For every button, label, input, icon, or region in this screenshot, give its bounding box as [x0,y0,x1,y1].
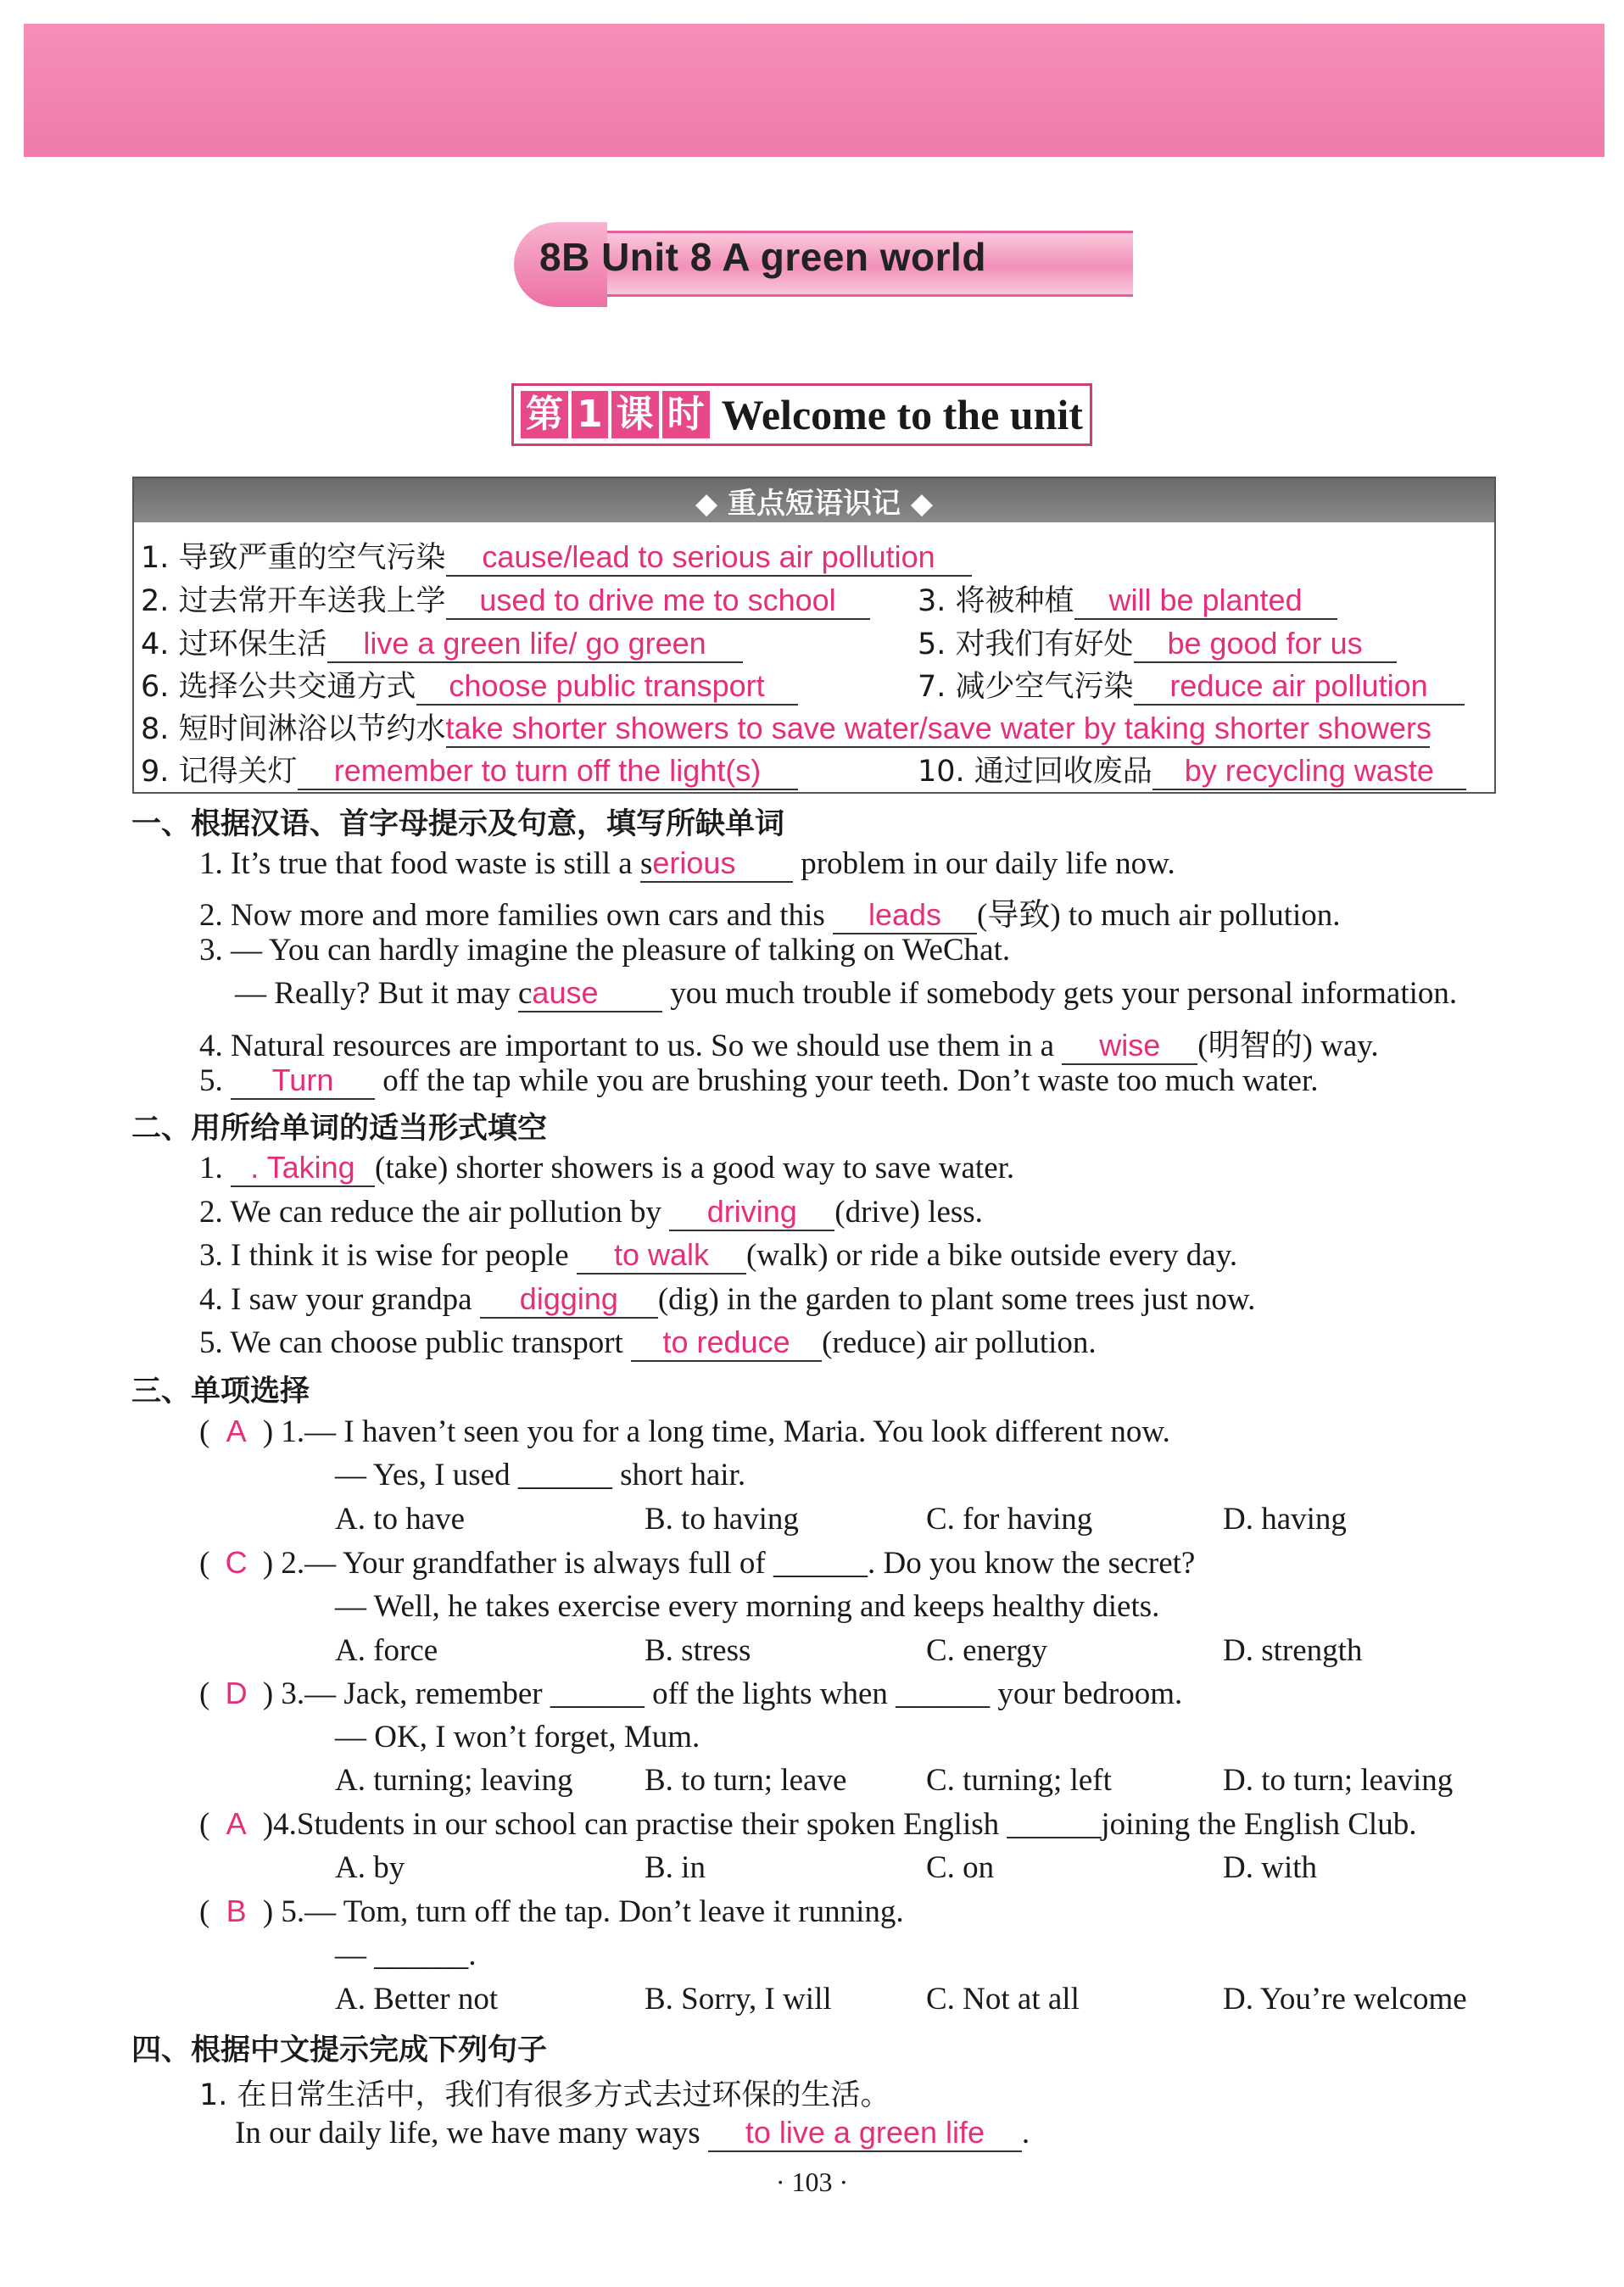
s2-question-2: 2. We can reduce the air pollution by driving (drive) less. [199,1194,983,1230]
section-1-title: 一、根据汉语、首字母提示及句意，填写所缺单词 [131,807,785,841]
mc-option: A. by [335,1850,405,1885]
mc-option: A. turning; leaving [335,1763,573,1798]
mc-option: B. Sorry, I will [645,1982,832,2016]
mc-question-3: ( D ) 3.— Jack, remember ______ off the lights when ______ your bedroom. [199,1676,1183,1711]
s4-question-1-en: In our daily life, we have many ways to live a green life . [235,2115,1030,2150]
top-banner [24,24,1604,157]
phrase-item: 10. 通过回收废品 by recycling waste [918,748,1466,790]
phrase-item: 2. 过去常开车送我上学 used to drive me to school [141,577,870,620]
mc-option: B. to turn; leave [645,1763,847,1798]
mc-question-1: ( A ) 1.— I haven’t seen you for a long time, Maria. You look different now. [199,1414,1170,1449]
section-3-title: 三、单项选择 [131,1375,310,1408]
mc-option: D. having [1223,1502,1347,1537]
mc-option: C. turning; left [926,1763,1112,1798]
phrase-item: 6. 选择公共交通方式 choose public transport [141,663,798,706]
lesson-number: 1 [572,391,608,438]
mc-option: A. to have [335,1502,466,1537]
s2-question-1: 1. . Taking (take) shorter showers is a good way to save water. [199,1150,1015,1185]
mc-option: D. You’re welcome [1223,1982,1467,2016]
s1-question-2: 2. Now more and more families own cars and this leads (导致) to much air pollution. [199,897,1341,933]
mc-question-2-line2: — Well, he takes exercise every morning and keeps healthy diets. [335,1589,1160,1624]
s1-question-1: 1. It’s true that food waste is still a serious problem in our daily life now. [199,845,1175,881]
section-2-title: 二、用所给单词的适当形式填空 [131,1112,548,1146]
page-number: · 103 · [775,2167,849,2197]
phrase-item: 8. 短时间淋浴以节约水take shorter showers to save water/save water by taking shorter showers [141,711,1432,746]
s1-question-4: 4. Natural resources are important to us. So we should use them in a wise (明智的) way. [199,1028,1379,1063]
mc-question-2: ( C ) 2.— Your grandfather is always full of ______. Do you know the secret? [199,1545,1196,1581]
lesson-char: 课 [611,391,659,438]
s4-question-1-cn: 1. 在日常生活中，我们有很多方式去过环保的生活。 [199,2078,890,2112]
phrase-item: 9. 记得关灯 remember to turn off the light(s) [141,748,798,790]
mc-option: C. energy [926,1633,1048,1668]
s1-question-5: 5. Turn off the tap while you are brushing your teeth. Don’t waste too much water. [199,1063,1319,1098]
phrase-item: 3. 将被种植 will be planted [918,577,1337,620]
lesson-char: 时 [662,391,710,438]
s2-question-5: 5. We can choose public transport to reduce (reduce) air pollution. [199,1325,1097,1360]
phrase-item: 1. 导致严重的空气污染 cause/lead to serious air pollution [141,534,972,577]
mc-option: B. to having [645,1502,799,1537]
mc-question-1-line2: — Yes, I used ______ short hair. [335,1458,746,1492]
mc-question-4: ( A )4.Students in our school can practise their spoken English ______joining the English Club. [199,1806,1417,1842]
mc-option: B. in [645,1850,706,1885]
key-phrases-heading: ◆ 重点短语识记 ◆ [134,478,1494,522]
s1-question-3a: 3. — You can hardly imagine the pleasure of talking on WeChat. [199,933,1011,968]
mc-option: C. for having [926,1502,1093,1537]
unit-title: 8B Unit 8 A green world [539,235,986,279]
s1-question-3b: — Really? But it may cause you much trouble if somebody gets your personal information. [235,975,1458,1011]
mc-question-5-line2: — ______. [335,1938,477,1972]
mc-question-3-line2: — OK, I won’t forget, Mum. [335,1720,700,1754]
mc-option: D. with [1223,1850,1317,1885]
s2-question-4: 4. I saw your grandpa digging (dig) in the garden to plant some trees just now. [199,1281,1256,1317]
lesson-title: Welcome to the unit [721,391,1083,438]
s2-question-3: 3. I think it is wise for people to walk (walk) or ride a bike outside every day. [199,1237,1238,1273]
phrase-item: 7. 减少空气污染 reduce air pollution [918,663,1465,706]
phrase-item: 4. 过环保生活 live a green life/ go green [141,621,743,663]
mc-option: C. on [926,1850,995,1885]
phrase-item: 5. 对我们有好处 be good for us [918,621,1397,663]
lesson-char: 第 [521,391,568,438]
mc-option: D. to turn; leaving [1223,1763,1454,1798]
mc-option: B. stress [645,1633,751,1668]
mc-option: A. force [335,1633,438,1668]
mc-option: C. Not at all [926,1982,1080,2016]
lesson-heading [511,383,1092,446]
unit-title-badge [514,222,1133,307]
section-4-title: 四、根据中文提示完成下列句子 [131,2033,548,2067]
mc-question-5: ( B ) 5.— Tom, turn off the tap. Don’t leave it running. [199,1894,904,1929]
mc-option: D. strength [1223,1633,1363,1668]
mc-option: A. Better not [335,1982,499,2016]
